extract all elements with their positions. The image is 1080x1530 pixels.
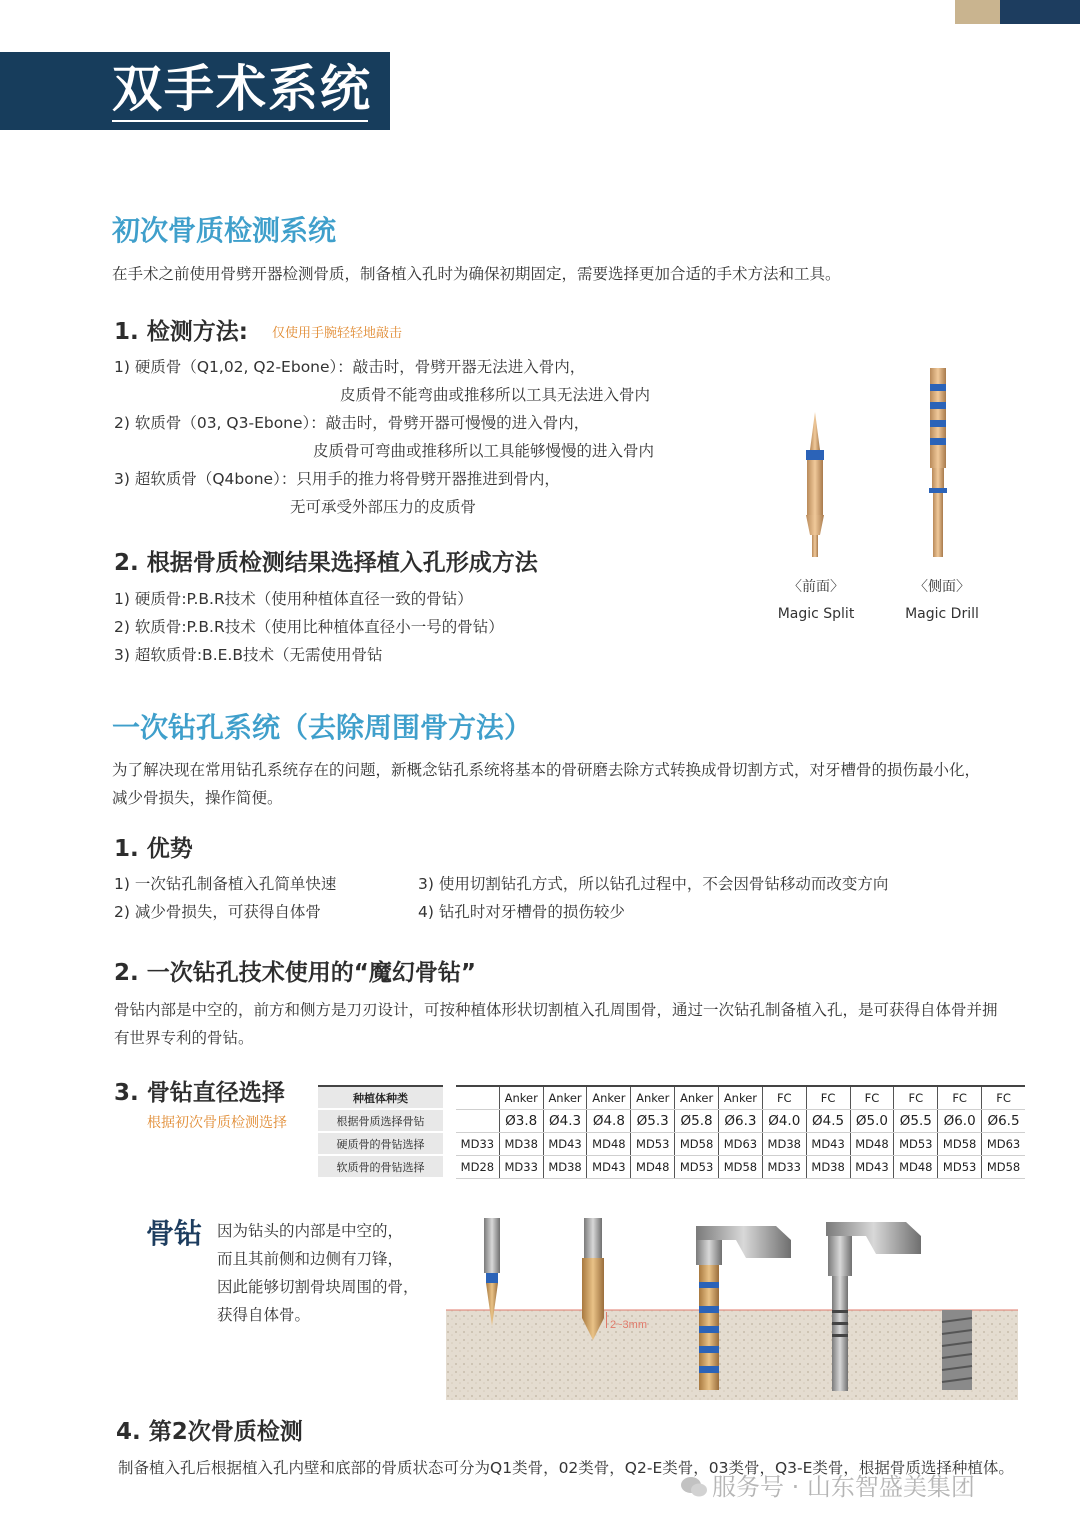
hard-bone-row (456, 1132, 1025, 1155)
table-cell: MD53 (675, 1155, 719, 1178)
section2-intro-line1: 为了解决现在常用钻孔系统存在的问题，新概念钻孔系统将基本的骨研磨去除方式转换成骨切割方式，对牙槽骨的损伤最小化， (112, 761, 981, 779)
table-cell: FC (982, 1086, 1025, 1109)
table-cell: MD63 (982, 1132, 1025, 1155)
drill-info-line-3: 因此能够切割骨块周围的骨， (217, 1278, 419, 1296)
method-item-2-line2: 皮质骨可弯曲或推移所以工具能够慢慢的进入骨内 (313, 442, 655, 460)
table-cell: FC (806, 1086, 850, 1109)
watermark: 服务号 · 山东智盛美集团 (712, 1473, 975, 1501)
table-cell: MD43 (587, 1155, 631, 1178)
table-cell: MD33 (762, 1155, 806, 1178)
table-cell: Ø6.0 (938, 1109, 982, 1132)
title-underline (112, 120, 368, 122)
table-cell: MD28 (456, 1155, 499, 1178)
selection-item-3: 3) 超软质骨:B.E.B技术（无需使用骨钻 (114, 646, 383, 664)
table-cell: MD38 (762, 1132, 806, 1155)
method-item-3-line1: 3) 超软质骨（Q4bone）：只用手的推力将骨劈开器推进到骨内， (114, 470, 560, 488)
table-cell: FC (894, 1086, 938, 1109)
section2-intro-line2: 减少骨损失，操作简便。 (112, 789, 283, 807)
section1-intro: 在手术之前使用骨劈开器检测骨质，制备植入孔时为确保初期固定，需要选择更加合适的手术方法和工具。 (112, 265, 841, 283)
table-cell: MD43 (543, 1132, 587, 1155)
table-cell: Ø5.3 (631, 1109, 675, 1132)
table-cell: MD53 (938, 1155, 982, 1178)
section-title-one-step-drilling: 一次钻孔系统（去除周围骨方法） (112, 711, 533, 744)
table-cell: MD38 (543, 1155, 587, 1178)
table-cell: Ø6.3 (719, 1109, 763, 1132)
advantage-item-3: 3) 使用切割钻孔方式，所以钻孔过程中，不会因骨钻移动而改变方向 (418, 875, 889, 893)
table-cell: Ø5.5 (894, 1109, 938, 1132)
table-cell: Anker (675, 1086, 719, 1109)
table-cell: FC (850, 1086, 894, 1109)
table-cell (456, 1086, 499, 1109)
table-cell: MD58 (982, 1155, 1025, 1178)
magic-drill-text-line2: 有世界专利的骨钻。 (114, 1029, 254, 1047)
row-label-soft-bone: 软质骨的骨钻选择 (318, 1155, 443, 1178)
table-cell: MD48 (894, 1155, 938, 1178)
advantage-item-2: 2) 减少骨损失，可获得自体骨 (114, 903, 321, 921)
diameter-note: 根据初次骨质检测选择 (147, 1115, 287, 1131)
drill-title: 骨钻 (146, 1217, 203, 1250)
diameter-heading: 3. 骨钻直径选择 (114, 1080, 285, 1106)
table-cell: MD53 (631, 1132, 675, 1155)
table-cell: MD38 (806, 1155, 850, 1178)
bone-layer (446, 1310, 1018, 1400)
table-cell: MD43 (806, 1132, 850, 1155)
soft-bone-row (456, 1155, 1025, 1178)
drill-info-line-1: 因为钻头的内部是中空的， (217, 1222, 404, 1240)
table-cell: Anker (719, 1086, 763, 1109)
drill-tip-in-bone (582, 1218, 604, 1340)
magic-split-tool (806, 412, 824, 557)
tools-illustration (770, 360, 1010, 565)
depth-marker (606, 1312, 607, 1328)
drilling-illustration (446, 1218, 1018, 1400)
method-heading: 1. 检测方法: (114, 319, 248, 345)
table-cell: Ø5.8 (675, 1109, 719, 1132)
section-title-initial-detection: 初次骨质检测系统 (112, 214, 337, 247)
selection-item-2: 2) 软质骨:P.B.R技术（使用比种植体直径小一号的骨钻） (114, 618, 504, 636)
wechat-icon (680, 1474, 708, 1500)
implant-in-bone (942, 1310, 972, 1390)
diameter-row-labels (318, 1085, 443, 1179)
table-cell: Ø4.3 (543, 1109, 587, 1132)
method-item-3-line2: 无可承受外部压力的皮质骨 (290, 498, 477, 516)
magic-drill-tool (929, 368, 947, 557)
table-cell: Anker (587, 1086, 631, 1109)
advantage-item-4: 4) 钻孔时对牙槽骨的损伤较少 (418, 903, 625, 921)
table-cell: MD48 (587, 1132, 631, 1155)
table-cell: MD58 (719, 1155, 763, 1178)
table-cell: MD58 (675, 1132, 719, 1155)
table-cell: Anker (631, 1086, 675, 1109)
page-title: 双手术系统 (112, 60, 372, 118)
row-label-drill-by-bone: 根据骨质选择骨钻 (318, 1109, 443, 1132)
table-cell: Anker (543, 1086, 587, 1109)
table-cell: Ø6.5 (982, 1109, 1025, 1132)
table-cell: Ø4.8 (587, 1109, 631, 1132)
row-label-implant-type: 种植体种类 (318, 1086, 443, 1109)
tool-2-view: 〈侧面〉 (914, 579, 970, 595)
selection-item-1: 1) 硬质骨:P.B.R技术（使用种植体直径一致的骨钻） (114, 590, 473, 608)
table-cell: MD33 (456, 1132, 499, 1155)
table-cell (456, 1109, 499, 1132)
table-cell: MD58 (938, 1132, 982, 1155)
tool-1-name: Magic Split (777, 606, 855, 622)
method-note: 仅使用手腕轻轻地敲击 (272, 326, 403, 341)
second-detect-heading: 4. 第2次骨质检测 (116, 1419, 303, 1445)
diameter-row (456, 1109, 1025, 1132)
corner-accent-navy (1000, 0, 1080, 24)
table-cell: MD38 (499, 1132, 543, 1155)
table-cell: Ø5.0 (850, 1109, 894, 1132)
drill-info-line-4: 获得自体骨。 (217, 1306, 311, 1324)
table-cell: Ø3.8 (499, 1109, 543, 1132)
depth-label: 2~3mm (610, 1319, 647, 1331)
tool-2-name: Magic Drill (905, 606, 979, 622)
magic-drill-text-line1: 骨钻内部是中空的，前方和侧方是刀刃设计，可按种植体形状切割植入孔周围骨，通过一次钻孔制备植入孔，是可获得自体骨并拥 (114, 1001, 998, 1019)
implant-type-row (456, 1086, 1025, 1109)
advantages-heading: 1. 优势 (114, 836, 193, 862)
table-cell: Ø4.5 (806, 1109, 850, 1132)
drill-info-line-2: 而且其前侧和边侧有刀锋， (217, 1250, 404, 1268)
table-cell: Anker (499, 1086, 543, 1109)
second-detect-text: 制备植入孔后根据植入孔内壁和底部的骨质状态可分为Q1类骨，02类骨，Q2-E类骨，03类骨，Q3-E类骨，根据骨质选择种植体。 (118, 1459, 1014, 1477)
table-cell: MD48 (631, 1155, 675, 1178)
table-cell: MD48 (850, 1132, 894, 1155)
table-cell: MD43 (850, 1155, 894, 1178)
advantage-item-1: 1) 一次钻孔制备植入孔简单快速 (114, 875, 337, 893)
table-cell: MD33 (499, 1155, 543, 1178)
row-label-hard-bone: 硬质骨的骨钻选择 (318, 1132, 443, 1155)
table-cell: FC (762, 1086, 806, 1109)
table-cell: FC (938, 1086, 982, 1109)
magic-drill-heading: 2. 一次钻孔技术使用的“魔幻骨钻” (114, 960, 476, 986)
table-cell: MD63 (719, 1132, 763, 1155)
selection-heading: 2. 根据骨质检测结果选择植入孔形成方法 (114, 550, 538, 576)
diameter-table (456, 1085, 1025, 1179)
tool-1-view: 〈前面〉 (788, 579, 844, 595)
method-item-2-line1: 2) 软质骨（03, Q3-Ebone）：敲击时，骨劈开器可慢慢的进入骨内， (114, 414, 590, 432)
method-item-1-line1: 1) 硬质骨（Q1,02, Q2-Ebone）：敲击时，骨劈开器无法进入骨内， (114, 358, 586, 376)
corner-accent-gold (955, 0, 1000, 24)
table-cell: MD53 (894, 1132, 938, 1155)
method-item-1-line2: 皮质骨不能弯曲或推移所以工具无法进入骨内 (340, 386, 651, 404)
table-cell: Ø4.0 (762, 1109, 806, 1132)
